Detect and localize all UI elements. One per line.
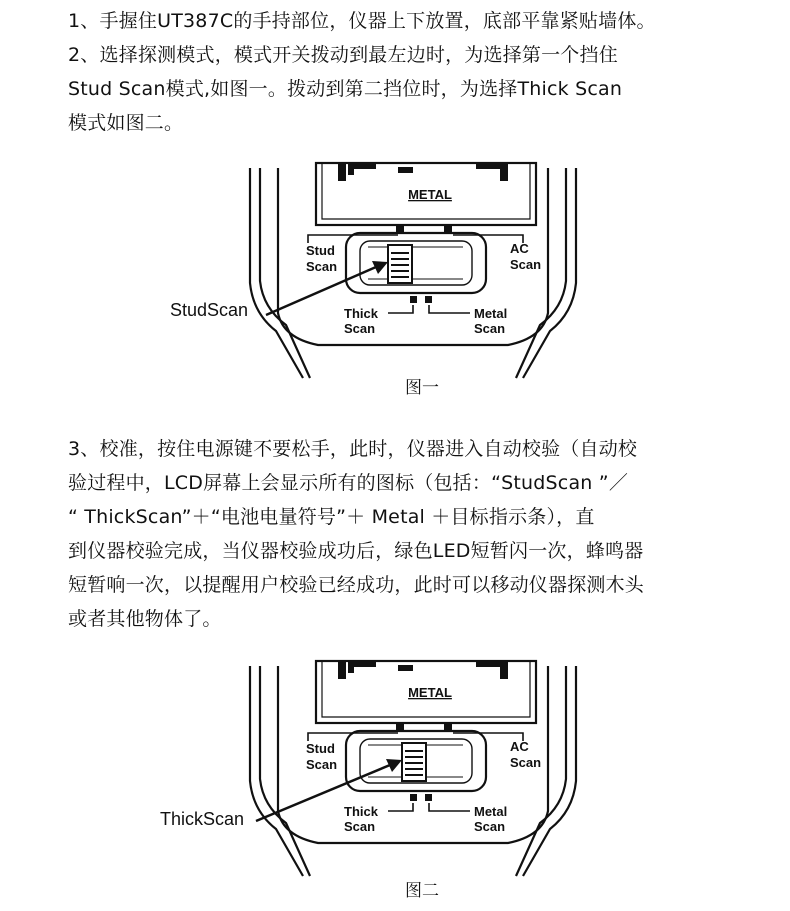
metal-label: METAL: [408, 685, 452, 700]
text-line: 3、校准，按住电源键不要松手，此时，仪器进入自动校验（自动校: [68, 438, 638, 460]
text-line: 模式如图二。: [68, 112, 184, 134]
ac-label-line2: Scan: [510, 257, 542, 272]
ac-label-line1: AC: [510, 241, 529, 256]
metal-scan-label-line2: Scan: [474, 321, 506, 336]
callout-studscan: StudScan: [170, 300, 249, 320]
device-illustration-1: [248, 163, 578, 383]
metal-scan-label-line1: Metal: [474, 804, 508, 819]
text-line: “ ThickScan”＋“电池电量符号”＋ Metal ＋目标指示条），直: [68, 506, 595, 528]
thick-label-line1: Thick: [344, 804, 378, 819]
figure-2-device-diagram: [248, 661, 578, 881]
instructions-step-3: [68, 432, 644, 636]
figure-2-caption: 图二: [405, 881, 439, 901]
thick-label-line1: Thick: [344, 306, 378, 321]
stud-label-line2: Scan: [306, 757, 338, 772]
text-line: 1、手握住UT387C的手持部位，仪器上下放置，底部平靠紧贴墙体。: [68, 10, 656, 32]
metal-label: METAL: [408, 187, 452, 202]
callout-thickscan: ThickScan: [160, 809, 245, 829]
device-illustration-2: [248, 661, 578, 881]
thick-label-line2: Scan: [344, 321, 376, 336]
figure-1-device-diagram: [248, 163, 578, 383]
stud-label-line1: Stud: [306, 741, 335, 756]
text-line: 到仪器校验完成，当仪器校验成功后，绿色LED短暂闪一次，蜂鸣器: [68, 540, 644, 562]
figure-1-caption: 图一: [405, 378, 439, 398]
text-line: 2、选择探测模式，模式开关拨动到最左边时，为选择第一个挡住: [68, 44, 618, 66]
ac-label-line2: Scan: [510, 755, 542, 770]
text-line: Stud Scan模式,如图一。拨动到第二挡位时，为选择Thick Scan: [68, 78, 623, 100]
text-line: 验过程中，LCD屏幕上会显示所有的图标（包括：“StudScan ”／: [68, 472, 629, 494]
text-line: 短暂响一次，以提醒用户校验已经成功，此时可以移动仪器探测木头: [68, 574, 645, 596]
stud-label-line1: Stud: [306, 243, 335, 258]
text-line: 或者其他物体了。: [68, 608, 222, 630]
metal-scan-label-line1: Metal: [474, 306, 508, 321]
metal-scan-label-line2: Scan: [474, 819, 506, 834]
ac-label-line1: AC: [510, 739, 529, 754]
instructions-step-1-2: [68, 4, 656, 140]
stud-label-line2: Scan: [306, 259, 338, 274]
thick-label-line2: Scan: [344, 819, 376, 834]
